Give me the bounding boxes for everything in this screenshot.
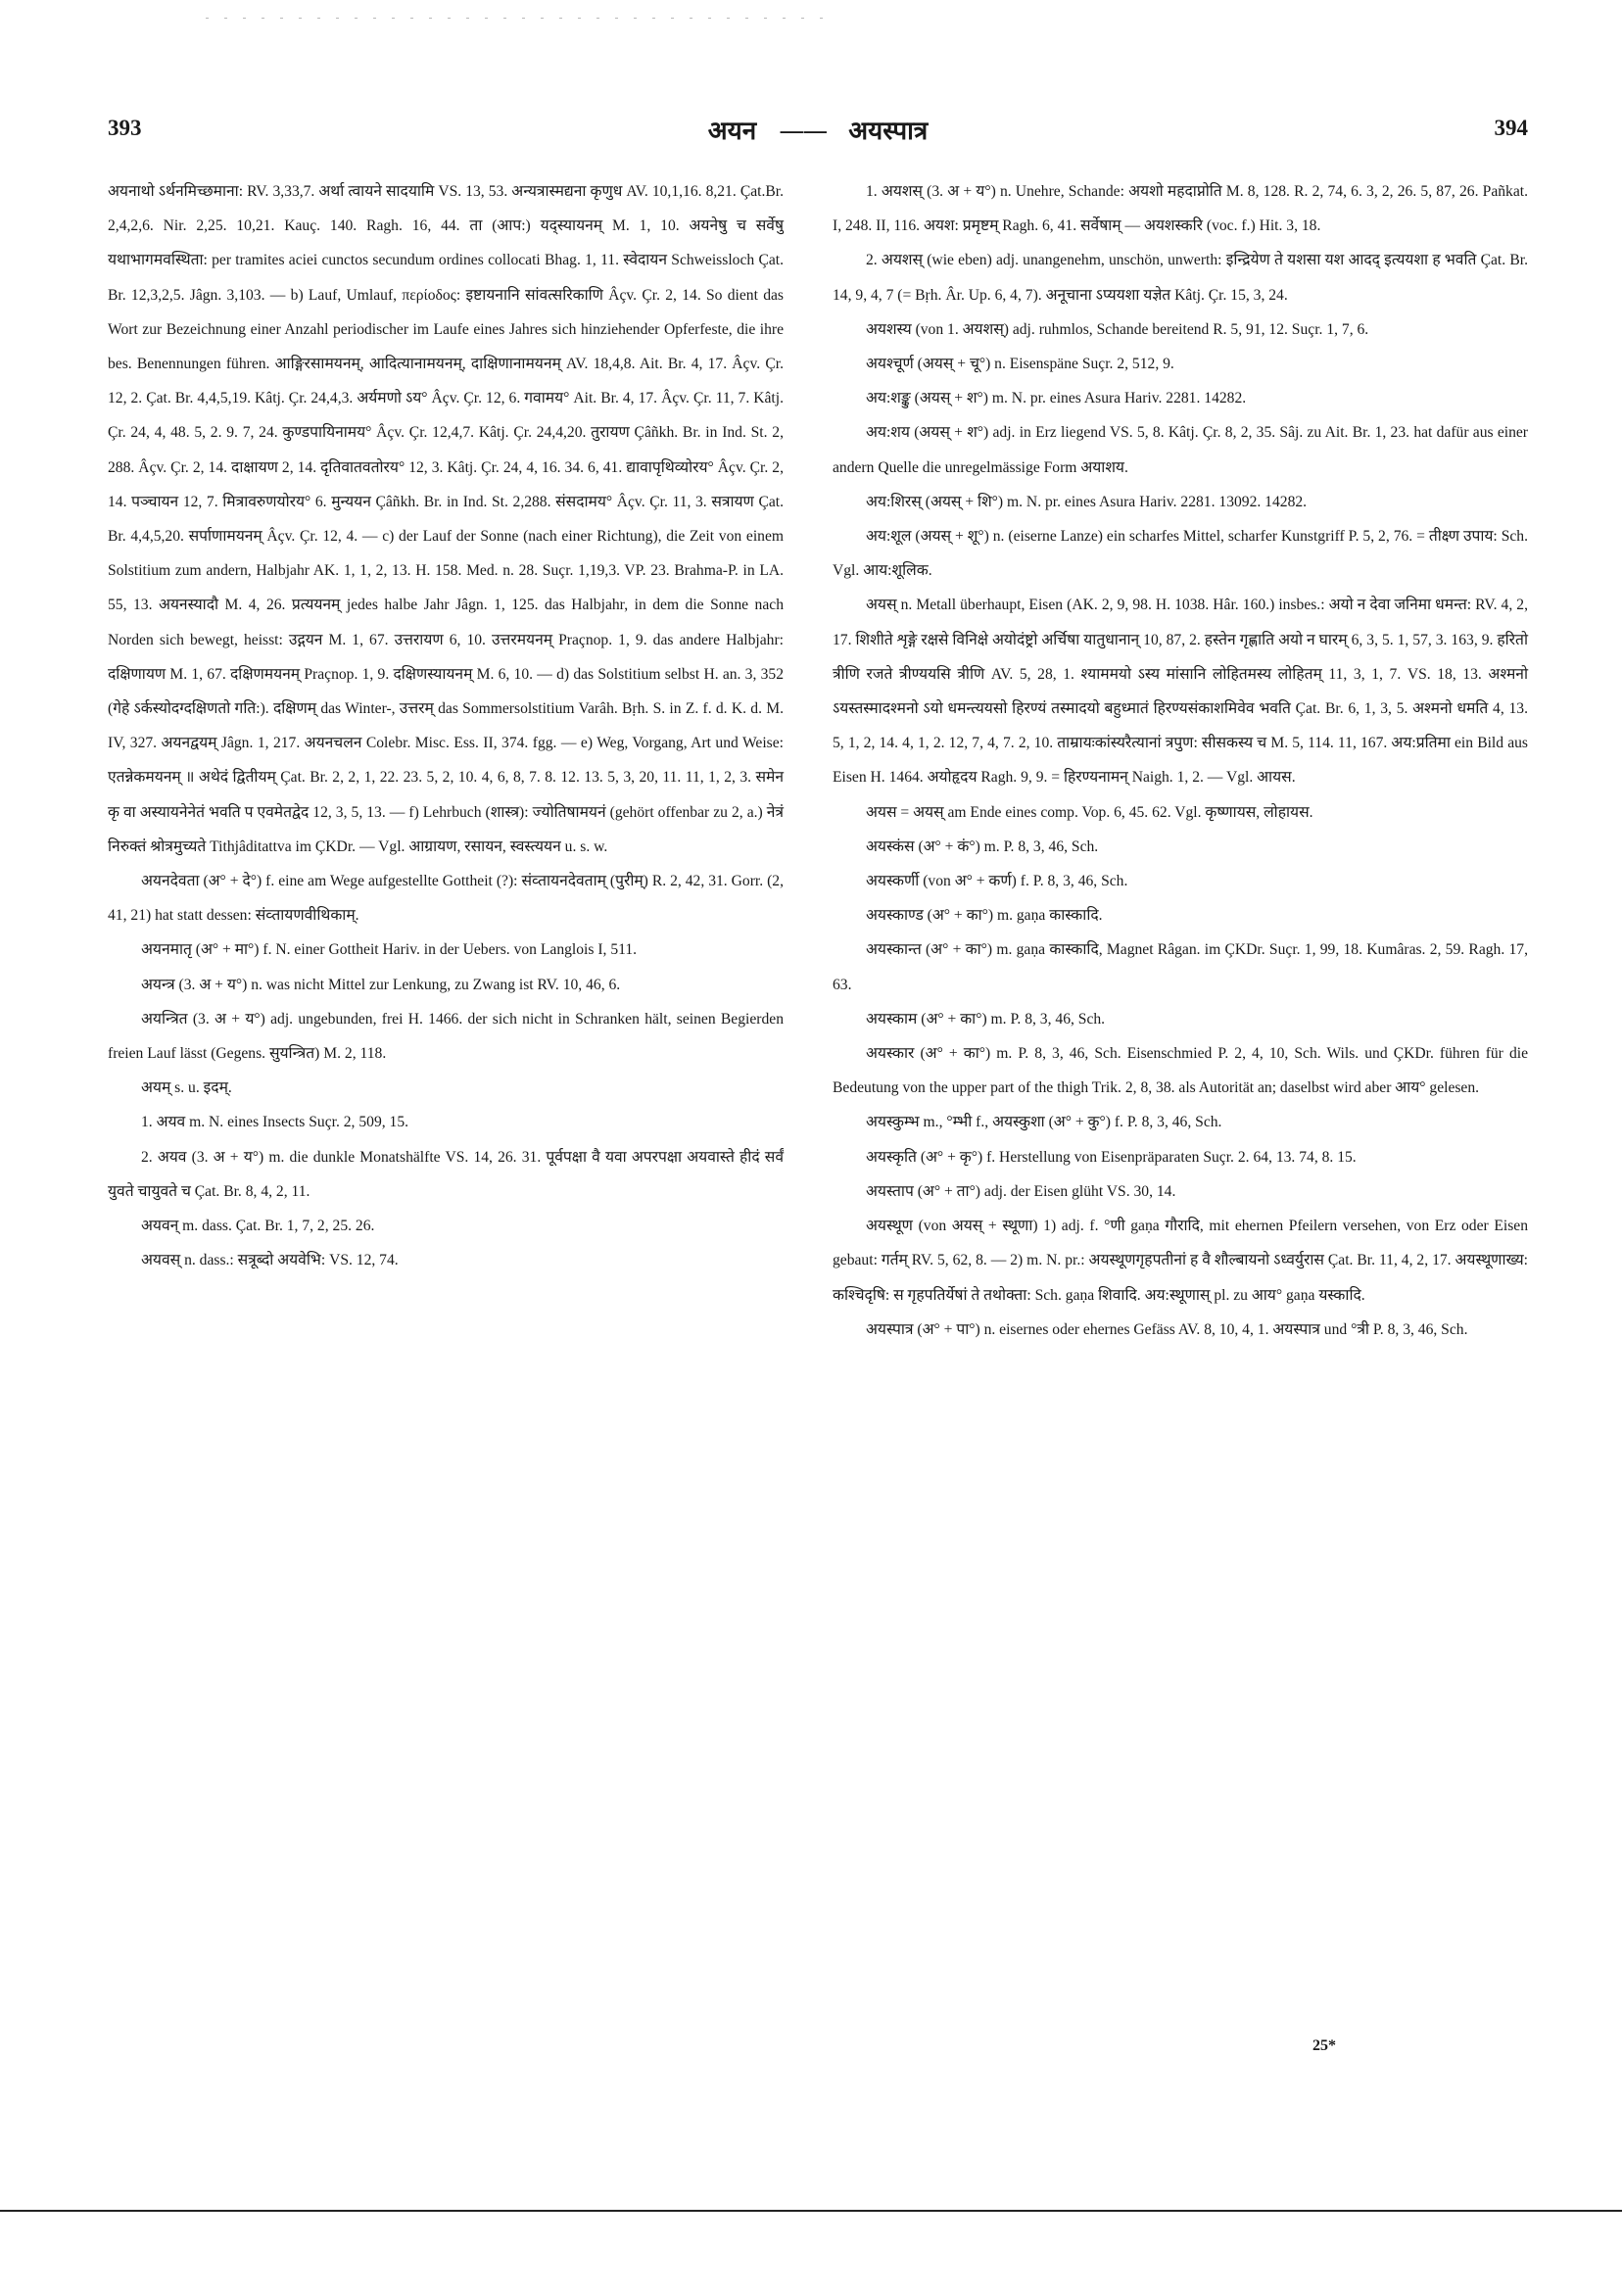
entry-ayahshula: अय:शूल (अयस् + शू°) n. (eiserne Lanze) ein scharfes Mittel, scharfer Kunstgriff P. 5, 2, 76. = तीक्ष्ण उपाय: Sch. Vgl. आय:शूलिक. [833,528,1528,580]
page-number-left: 393 [108,116,142,140]
entry-ayaskanda: अयस्काण्ड (अ° + का°) m. gaṇa कास्कादि. [866,907,1103,925]
entry-ayanadevata: अयनदेवता (अ° + दे°) f. eine am Wege aufgestellte Gottheit (?): संव्तायनदेवताम् (पुरीम्) R. 2, 42, 31. Gorr. (2, 41, 21) hat statt dessen: संव्तायणवीथिकाम्. [108,873,784,925]
entry-ayavan: अयवन् m. dass. Çat. Br. 1, 7, 2, 25. 26. [141,1218,375,1235]
entry-ayaskumbha: अयस्कुम्भ m., °म्भी f., अयस्कुशा (अ° + कु°) f. P. 8, 3, 46, Sch. [866,1114,1222,1131]
entry-ayaskarni: अयस्कर्णी (von अ° + कर्ण) f. P. 8, 3, 46, Sch. [866,873,1128,890]
entry-ayaskanta: अयस्कान्त (अ° + का°) m. gaṇa कास्कादि, Magnet Râgan. im ÇKDr. Suçr. 1, 99, 18. Kumâras. 2, 59. Ragh. 17, 63. [833,941,1528,993]
entry-ayashcurna: अयश्चूर्ण (अयस् + चू°) n. Eisenspäne Suçr. 2, 512, 9. [866,356,1174,373]
entry-ayastapa: अयस्ताप (अ° + ता°) adj. der Eisen glüht VS. 30, 14. [866,1182,1176,1200]
running-head-last-word: अयस्पात्र [848,117,929,146]
entry-ayanamatr: अयनमातृ (अ° + मा°) f. N. einer Gottheit Hariv. in der Uebers. von Langlois I, 511. [141,941,638,959]
entry-ayahshiras: अय:शिरस् (अयस् + शि°) m. N. pr. eines Asura Hariv. 2281. 13092. 14282. [866,493,1308,510]
page-header [108,116,1528,155]
entry-ayaskara: अयस्कार (अ° + का°) m. P. 8, 3, 46, Sch. Eisenschmied P. 2, 4, 10, Sch. Wils. und ÇKDr. führen für die Bedeutung von the upper part of the thigh Trik. 2, 8, 38. als Autorität an; daselbst wird aber आय° gelesen. [833,1045,1528,1097]
right-column [833,174,1528,1347]
entry-ayava-1: 1. अयव m. N. eines Insects Suçr. 2, 509, 15. [141,1114,409,1131]
running-head [108,112,1528,147]
entry-ayaspatra: अयस्पात्र (अ° + पा°) n. eisernes oder ehernes Gefäss AV. 8, 10, 4, 1. अयस्पात्र und °त्री P. 8, 3, 46, Sch. [866,1320,1468,1338]
entry-ayam: अयम् s. u. इदम्. [141,1079,232,1097]
entry-ayaskamsa: अयस्कंस (अ° + कं°) m. P. 8, 3, 46, Sch. [866,837,1099,855]
running-head-dash: —— [779,117,827,146]
entry-ayaskrti: अयस्कृति (अ° + कृ°) f. Herstellung von Eisenpräparaten Suçr. 2. 64, 13. 74, 8. 15. [866,1148,1357,1166]
entry-ayaskama: अयस्काम (अ° + का°) m. P. 8, 3, 46, Sch. [866,1010,1106,1028]
entry-ayas: अयस् n. Metall überhaupt, Eisen (AK. 2, 9, 98. H. 1038. Hâr. 160.) insbes.: अयो न देवा जनिमा धमन्त: RV. 4, 2, 17. शिशीते शृङ्गे रक्षसे विनिक्षे अयोदंष्ट्रो अर्चिषा यातुधानान् 10, 87, 2. हस्तेन गृह्णाति अयो न घारम् 6, 3, 5. 1, 57, 3. 163, 9. हरितो त्रीणि रजते त्रीण्ययसि त्रीणि AV. 5, 28, 1. श्याममयो ऽस्य मांसानि लोहितमस्य लोहितम् 11, 3, 1, 7. VS. 18, 13. अश्मनो ऽयस्तस्मादश्मनो ऽयो धमन्त्ययसो हिरण्यं तस्मादयो बहुध्मातं हिरण्यसंकाशमिवेव भवति Çat. Br. 6, 1, 3, 5. अश्मनो धमति 4, 13. 5, 1, 2, 14. 4, 1, 2. 12, 7, 4, 7. 2, 10. ताम्रायःकांस्यरैत्यानां त्रपुण: सीसकस्य च M. 5, 114. 11, 167. अय:प्रतिमा ein Bild aus Eisen H. 1464. अयोहृदय Ragh. 9, 9. = हिरण्यनामन् Naigh. 1, 2. — Vgl. आयस. [833,597,1528,787]
entry-ayava-2: 2. अयव (3. अ + य°) m. die dunkle Monatshälfte VS. 14, 26. 31. पूर्वपक्षा वै यवा अपरपक्षा अयवास्ते हीदं सर्वं युवते चायुवते च Çat. Br. 8, 4, 2, 11. [108,1148,784,1200]
entry-ayashas-2: 2. अयशस् (wie eben) adj. unangenehm, unschön, unwerth: इन्द्रियेण ते यशसा यश आदद् इत्ययशा ह भवति Çat. Br. 14, 9, 4, 7 (= Bṛh. Âr. Up. 6, 4, 7). अनूचाना ऽप्ययशा यज्ञेत Kâtj. Çr. 15, 3, 24. [833,252,1528,304]
entry-ayasthuna: अयस्थूण (von अयस् + स्थूणा) 1) adj. f. °णी gaṇa गौरादि, mit ehernen Pfeilern versehen, von Erz oder Eisen gebaut: गर्तम् RV. 5, 62, 8. — 2) m. N. pr.: अयस्थूणगृहपतीनां ह वै शौल्बायनो ऽध्वर्युरास Çat. Br. 11, 4, 2, 17. अयस्थूणाख्य: कश्चिदृषि: स गृहपतिर्येषां ते तथोक्ता: Sch. gaṇa शिवादि. अय:स्थूणास् pl. zu आय° gaṇa यस्कादि. [833,1218,1528,1304]
entry-ayantra: अयन्त्र (3. अ + य°) n. was nicht Mittel zur Lenkung, zu Zwang ist RV. 10, 46, 6. [141,976,621,993]
bottom-rule [0,2210,1622,2212]
running-head-first-word: अयन [707,117,757,146]
entry-ayahshaya: अय:शय (अयस् + श°) adj. in Erz liegend VS. 5, 8. Kâtj. Çr. 8, 2, 35. Sâj. zu Ait. Br. 1, 23. hat dafür aus einer andern Quelle die unregelmässige Form अयाशय. [833,424,1528,476]
entry-ayashas-1: 1. अयशस् (3. अ + य°) n. Unehre, Schande: अयशो महदाप्नोति M. 8, 128. R. 2, 74, 6. 3, 2, 26. 5, 87, 26. Pañkat. I, 248. II, 116. अयश: प्रमृष्टम् Ragh. 6, 41. सर्वेषाम् — अयशस्करि (voc. f.) Hit. 3, 18. [833,183,1528,235]
entry-ayana-continued: अयनाथो ऽर्थनमिच्छमाना: RV. 3,33,7. अर्था त्वायने सादयामि VS. 13, 53. अन्यत्रास्मद्यना कृणुध AV. 10,1,16. 8,21. Çat.Br. 2,4,2,6. Nir. 2,25. 10,21. Kauç. 140. Ragh. 16, 44. ता (आप:) यद्स्यायनम् M. 1, 10. अयनेषु च सर्वेषु यथाभागमवस्थिता: per tramites aciei cunctos secundum ordines collocati Bhag. 1, 11. स्वेदायन Schweissloch Çat. Br. 12,3,2,5. Jâgn. 3,103. — b) Lauf, Umlauf, περίοδος: इष्टायनानि सांवत्सरिकाणि Âçv. Çr. 2, 14. So dient das Wort zur Bezeichnung einer Anzahl periodischer im Laufe eines Jahres sich hinziehender Opferfeste, die ihre bes. Benennungen führen. आङ्गिरसामयनम्, आदित्यानामयनम्, दाक्षिणानामयनम् AV. 18,4,8. Ait. Br. 4, 17. Âçv. Çr. 12, 2. Çat. Br. 4,4,5,19. Kâtj. Çr. 24,4,3. अर्यमणो ऽय° Âçv. Çr. 12, 6. गवामय° Ait. Br. 4, 17. Âçv. Çr. 11, 7. Kâtj. Çr. 24, 4, 48. 5, 2. 9. 7, 24. कुण्डपायिनामय° Âçv. Çr. 12,4,7. Kâtj. Çr. 24,4,20. तुरायण Çâñkh. Br. in Ind. St. 2, 288. Âçv. Çr. 2, 14. दाक्षायण 2, 14. दृतिवातवतोरय° 12, 3. Kâtj. Çr. 24, 4, 16. 34. 6, 41. द्यावापृथिव्योरय° Âçv. Çr. 2, 14. पञ्चायन 12, 7. मित्रावरुणयोरय° 6. मुन्ययन Çâñkh. Br. in Ind. St. 2,288. संसदामय° Âçv. Çr. 11, 3. सत्रायण Çat. Br. 4,4,5,20. सर्पाणामयनम् Âçv. Çr. 12, 4. — c) der Lauf der Sonne (nach einer Richtung), die Zeit von einem Solstitium zum andern, Halbjahr AK. 1, 1, 2, 13. H. 158. Med. n. 28. Suçr. 1,19,3. VP. 23. Brahma-P. in LA. 55, 13. अयनस्यादौ M. 4, 26. प्रत्ययनम् jedes halbe Jahr Jâgn. 1, 125. das Halbjahr, in dem die Sonne nach Norden sich bewegt, heisst: उद्गयन M. 1, 67. उत्तरायण 6, 10. उत्तरमयनम् Praçnop. 1, 9. das andere Halbjahr: दक्षिणायण M. 1, 67. दक्षिणमयनम् Praçnop. 1, 9. दक्षिणस्यायनम् M. 6, 10. — d) das Solstitium selbst H. an. 3, 352 (गेहे ऽर्कस्योदग्दक्षिणतो गति:). दक्षिणम् das Winter-, उत्तरम् das Sommersolstitium Varâh. Bṛh. S. in Z. f. d. K. d. M. IV, 327. अयनद्वयम् Jâgn. 1, 217. अयनचलन Colebr. Misc. Ess. II, 374. fgg. — e) Weg, Vorgang, Art und Weise: एतन्नेकमयनम् ॥ अथेदं द्वितीयम् Çat. Br. 2, 2, 1, 22. 23. 5, 2, 10. 4, 6, 8, 7. 8. 12. 13. 5, 3, 20, 11. 11, 1, 2, 3. समेन कृ वा अस्यायनेनेतं भवति प एवमेतद्वेद 12, 3, 5, 13. — f) Lehrbuch (शास्त्र): ज्योतिषामयनं (gehört offenbar zu 2, a.) नेत्रं निरुक्तं श्रोत्रमुच्यते Tithjâditattva im ÇKDr. — Vgl. आग्रायण, रसायन, स्वस्त्ययन u. s. w. [108,183,784,855]
entry-ayahshanku: अय:शङ्कु (अयस् + श°) m. N. pr. eines Asura Hariv. 2281. 14282. [866,390,1247,407]
entry-ayavas: अयवस् n. dass.: सत्रूब्दो अयवेभि: VS. 12, 74. [141,1252,399,1269]
entry-ayashasya: अयशस्य (von 1. अयशस्) adj. ruhmlos, Schande bereitend R. 5, 91, 12. Suçr. 1, 7, 6. [866,320,1369,338]
scan-artifact-line [206,18,833,19]
left-column [108,174,784,1278]
signature-mark: 25* [1312,2037,1336,2054]
entry-ayantrita: अयन्त्रित (3. अ + य°) adj. ungebunden, frei H. 1466. der sich nicht in Schranken hält, seinen Begierden freien Lauf lässt (Gegens. सुयन्त्रित) M. 2, 118. [108,1010,784,1063]
page-number-right: 394 [1494,116,1528,140]
entry-ayasa: अयस = अयस् am Ende eines comp. Vop. 6, 45. 62. Vgl. कृष्णायस, लोहायस. [866,803,1313,821]
